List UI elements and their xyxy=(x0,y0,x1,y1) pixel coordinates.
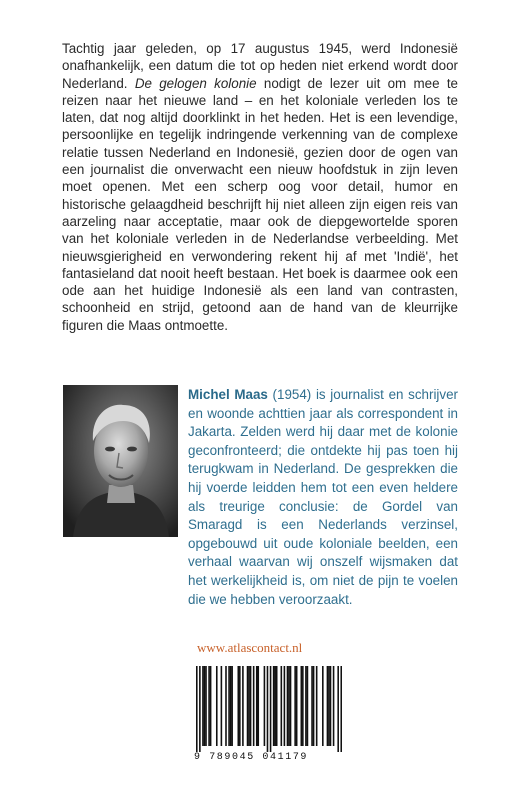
barcode-bar xyxy=(208,666,210,746)
barcode-bar xyxy=(333,666,335,746)
barcode-bar xyxy=(311,666,313,746)
barcode-bar xyxy=(296,666,298,746)
book-title: De gelogen kolonie xyxy=(134,75,257,91)
barcode-bar xyxy=(242,666,244,746)
barcode-bar xyxy=(337,666,339,752)
barcode-bars xyxy=(196,666,342,752)
barcode-bar xyxy=(340,666,342,752)
barcode-bar xyxy=(210,666,212,746)
blurb-body: nodigt de lezer uit om mee te reizen naar het nieuwe land – en het koloniale verleden los te laten, dat nog altijd doorklinkt in het heden. Het is een levendige, persoonlijke en tegelijk indringende verkenning van de complexe relatie tussen Nederland en Indonesië, gezien door de ogen van een journalist die onverwacht een nieuw hoofdstuk in zijn leven moet openen. Met een scherp oog voor detail, humor en historische gelaagdheid beschrijft hij niet alleen zijn eigen reis van aarzeling naar acceptatie, maar ook de diepgewortelde sporen van het koloniale verleden in de Nederlandse verbeelding. Met nieuwsgierigheid en verwondering rekent hij af met 'Indië', het fantasieland dat nooit heeft bestaan. Het boek is daarmee ook een ode aan het huidige Indonesië als een land van contrasten, schoonheid en strijd, getoond aan de hand van de kleurrijke figuren die Maas ontmoette. xyxy=(62,75,458,333)
barcode-bar xyxy=(328,666,330,746)
publisher-website-link[interactable]: www.atlascontact.nl xyxy=(197,640,303,655)
barcode-bar xyxy=(330,666,332,746)
book-blurb xyxy=(62,40,458,334)
barcode-bar xyxy=(302,666,304,746)
isbn-barcode xyxy=(190,664,350,774)
barcode-bar xyxy=(273,666,275,746)
barcode-bar xyxy=(301,666,303,746)
barcode-bar xyxy=(256,666,258,746)
barcode-bar xyxy=(202,666,204,746)
barcode-bar xyxy=(322,666,324,746)
barcode-bar xyxy=(216,666,218,746)
barcode-bar xyxy=(250,666,252,746)
author-bio-text: (1954) is journalist en schrijver en woonde achttien jaar als correspondent in Jakarta. Zelden werd hij daar met de kolonie geconfronteerd; die ontdekte hij pas toen hij terugkwam in Nederland. De gesprekken die hij voerde leidden hem tot een even heldere als treurige conclusie: de Gordel van Smaragd is een Nederlands verzinsel, opgebouwd uit oude koloniale beelden, een verhaal waarvan wij onszelf wijsmaken dat het werkelijkheid is, om niet de pijn te voelen die we hebben veroorzaakt. xyxy=(188,387,458,607)
author-name: Michel Maas xyxy=(188,387,268,402)
barcode-bar xyxy=(196,666,198,752)
barcode-bar xyxy=(313,666,315,746)
blurb-intro: Tachtig jaar geleden, op 17 augustus 1945, werd Indonesië onafhankelijk, een datum die tot op heden niet erkend wordt door Nederland. xyxy=(62,41,458,91)
barcode-bar xyxy=(204,666,206,746)
barcode-bar xyxy=(316,666,318,746)
barcode-bar xyxy=(199,666,201,752)
barcode-bar xyxy=(305,666,307,746)
barcode-bar xyxy=(267,666,269,752)
barcode-bar xyxy=(288,666,290,746)
barcode-bar xyxy=(257,666,259,746)
barcode-bar xyxy=(270,666,272,752)
barcode-bar xyxy=(253,666,255,746)
barcode-bar xyxy=(294,666,296,746)
barcode-bar xyxy=(248,666,250,746)
barcode-bar xyxy=(290,666,292,746)
author-portrait-image xyxy=(63,385,178,537)
author-bio xyxy=(188,386,458,609)
barcode-bar xyxy=(327,666,329,746)
barcode-bar xyxy=(276,666,278,746)
barcode-bar xyxy=(274,666,276,746)
barcode-bar xyxy=(205,666,207,746)
barcode-bar xyxy=(247,666,249,746)
barcode-bar xyxy=(231,666,233,746)
barcode-digits: 9 789045 041179 xyxy=(194,752,309,763)
barcode-bar xyxy=(287,666,289,746)
barcode-bar xyxy=(307,666,309,746)
barcode-bar xyxy=(237,666,239,746)
barcode-bar xyxy=(264,666,266,746)
barcode-bar xyxy=(239,666,241,746)
barcode-bar xyxy=(284,666,286,746)
barcode-bar xyxy=(228,666,230,746)
barcode-bar xyxy=(281,666,283,746)
barcode-bar xyxy=(230,666,232,746)
author-photo xyxy=(63,385,178,537)
barcode-bar xyxy=(225,666,227,746)
barcode-bar xyxy=(221,666,223,746)
